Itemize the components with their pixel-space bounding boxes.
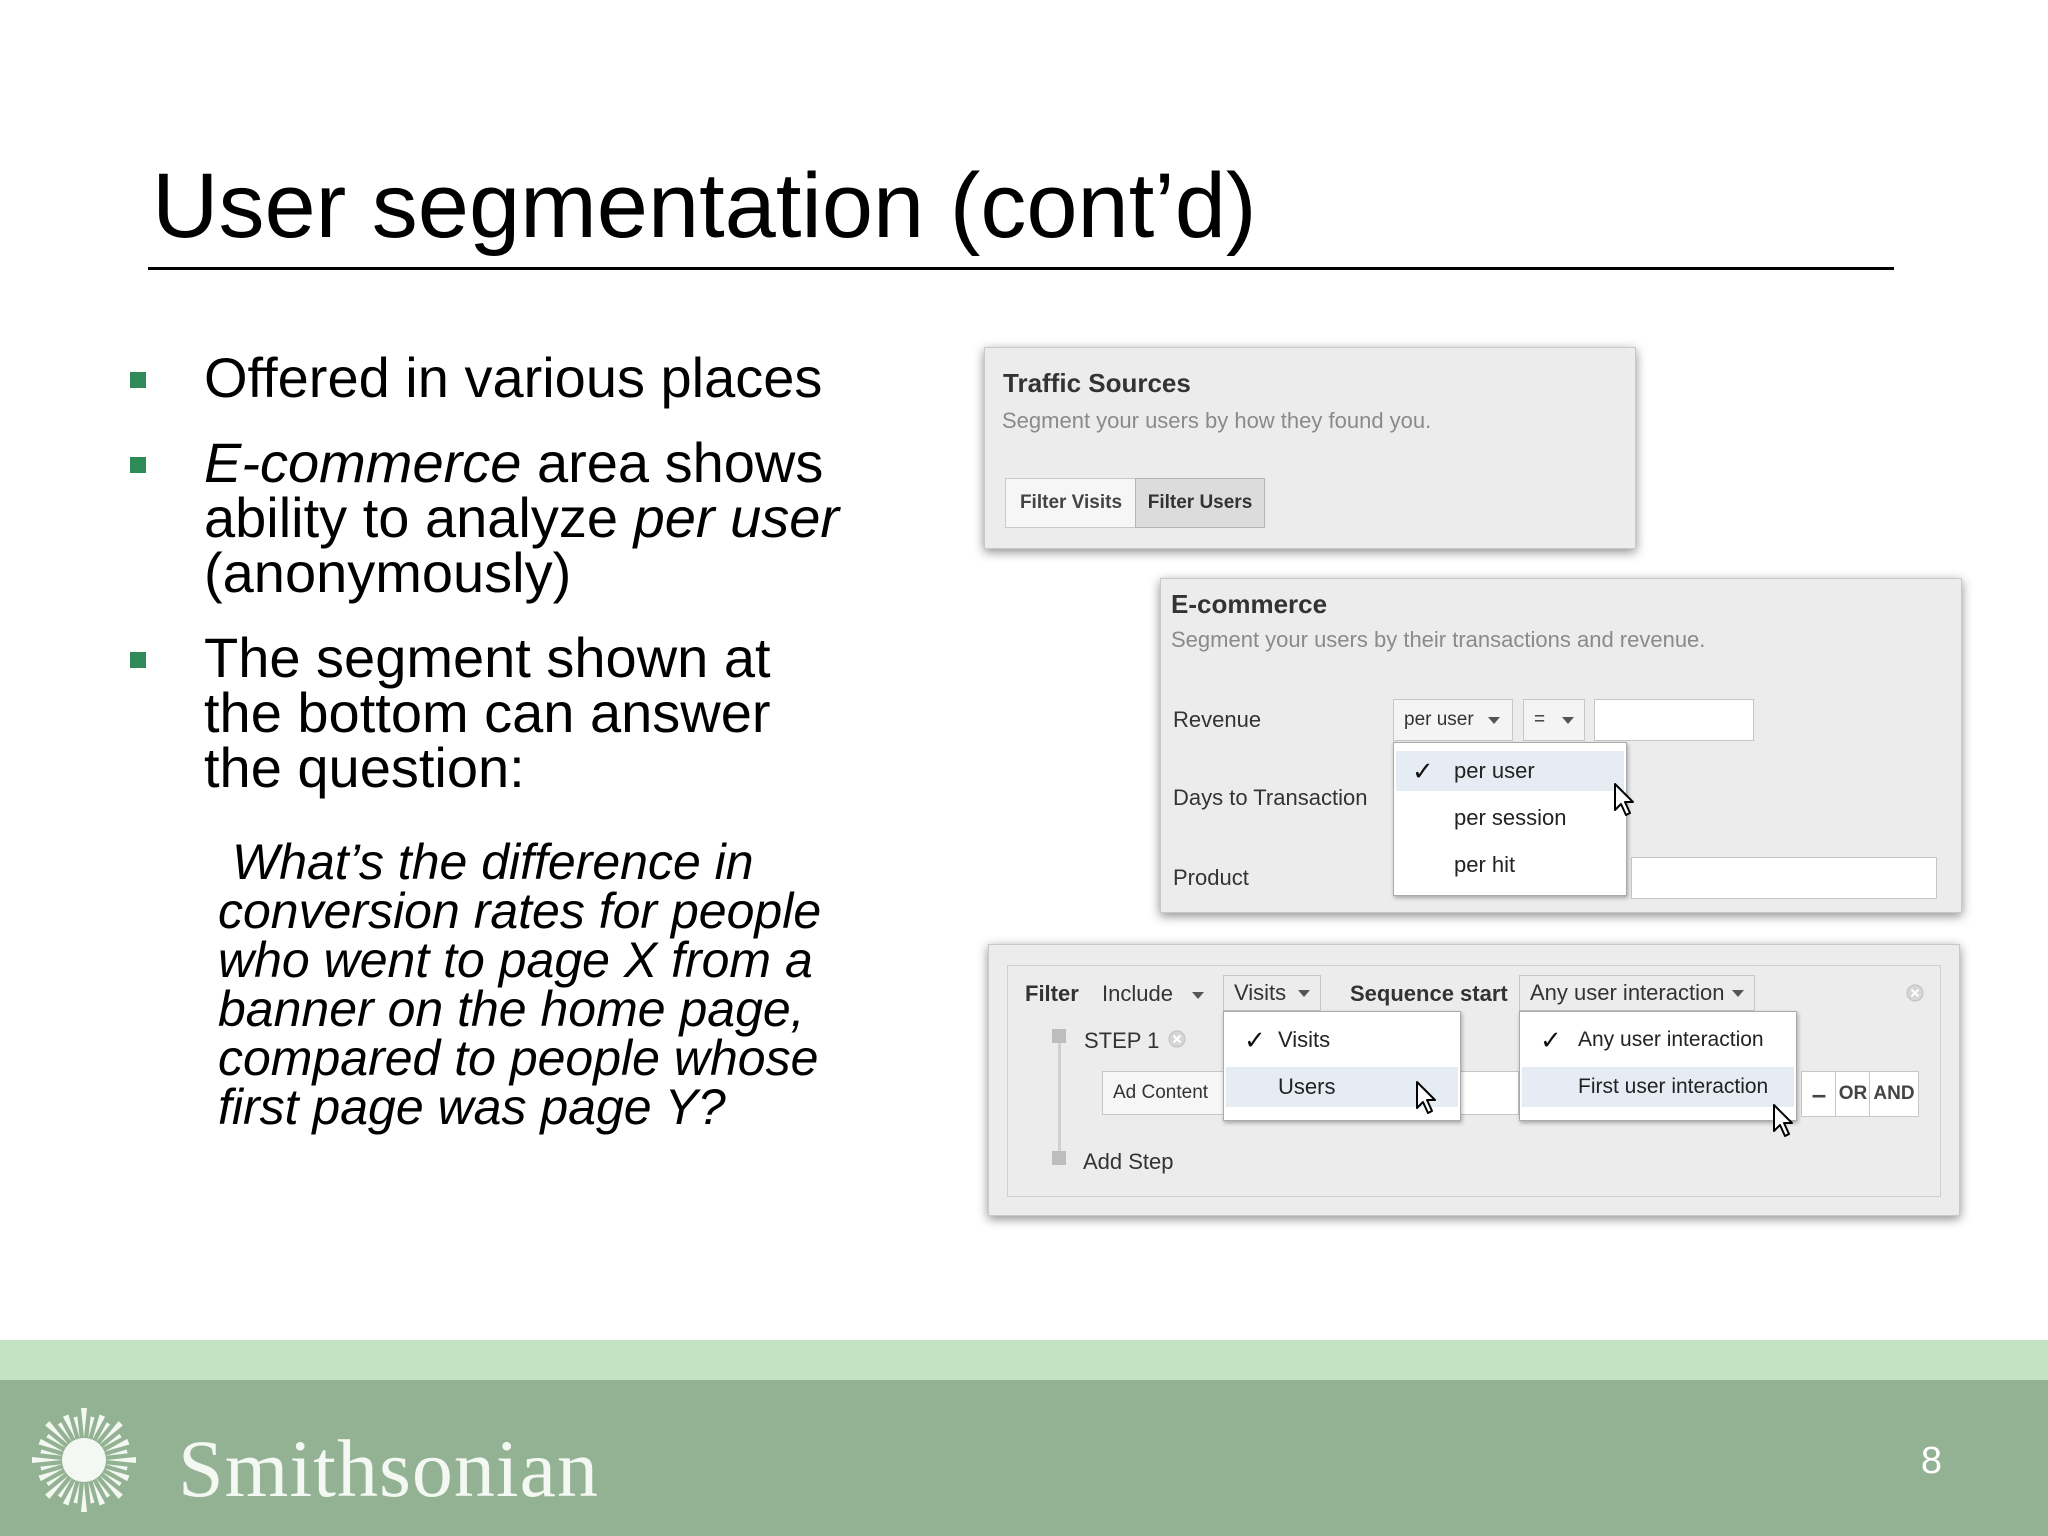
- bullet-text: ability to analyze per user: [204, 486, 840, 549]
- mouse-cursor-icon: [1613, 782, 1637, 818]
- mouse-cursor-icon: [1772, 1103, 1796, 1139]
- product-input[interactable]: [1631, 857, 1937, 899]
- quote-line: banner on the home page,: [218, 981, 805, 1037]
- menu-item-per-user[interactable]: [1396, 751, 1624, 791]
- panel-title: Traffic Sources: [1003, 368, 1191, 398]
- bullet-marker: [130, 457, 146, 473]
- menu-item-label: Any user interaction: [1578, 1028, 1764, 1051]
- page-number: 8: [1920, 1440, 1942, 1482]
- menu-item-first-user-interaction[interactable]: [1522, 1067, 1794, 1107]
- traffic-sources-panel: [984, 347, 1636, 549]
- operator-select[interactable]: [1523, 699, 1585, 741]
- bullet-item: [130, 626, 890, 799]
- sequence-start-select[interactable]: [1519, 975, 1755, 1011]
- or-button[interactable]: OR: [1835, 1071, 1871, 1117]
- revenue-scope-select[interactable]: [1393, 699, 1513, 741]
- menu-item-per-session[interactable]: [1396, 798, 1624, 838]
- bullet-marker: [130, 372, 146, 388]
- chevron-down-icon: [1298, 990, 1310, 997]
- bullet-text: E-commerce area shows: [204, 431, 824, 494]
- step-connector: [1058, 1029, 1061, 1155]
- sequence-start-dropdown-menu: [1519, 1011, 1797, 1121]
- bullet-text: the question:: [204, 736, 525, 799]
- sequence-filter-panel: [988, 944, 1960, 1216]
- remove-step-icon[interactable]: [1167, 1029, 1187, 1049]
- quote-line: who went to page X from a: [218, 932, 813, 988]
- panel-description: Segment your users by how they found you.: [1002, 408, 1432, 433]
- title-underline: [148, 267, 1894, 270]
- and-button[interactable]: AND: [1869, 1071, 1919, 1117]
- remove-filter-icon[interactable]: [1905, 983, 1925, 1003]
- revenue-label: Revenue: [1173, 707, 1262, 732]
- quote-line: first page was page Y?: [218, 1079, 726, 1135]
- product-label: Product: [1173, 865, 1249, 890]
- smithsonian-wordmark: Smithsonian: [178, 1423, 600, 1514]
- checkmark-icon: ✓: [1412, 755, 1434, 786]
- scope-dropdown-menu: [1393, 742, 1627, 896]
- panel-description: Segment your users by their transactions and revenue.: [1171, 627, 1706, 652]
- menu-item-visits[interactable]: [1226, 1020, 1458, 1060]
- select-value: per user: [1404, 709, 1474, 730]
- remove-condition-button[interactable]: –: [1801, 1071, 1837, 1117]
- bullet-text: the bottom can answer: [204, 681, 771, 744]
- select-value: Any user interaction: [1530, 980, 1725, 1005]
- checkmark-icon: ✓: [1244, 1024, 1266, 1055]
- mouse-cursor-icon: [1415, 1080, 1439, 1116]
- menu-item-any-user-interaction[interactable]: [1522, 1020, 1794, 1060]
- condition-input[interactable]: [1459, 1071, 1519, 1115]
- menu-item-per-hit[interactable]: [1396, 845, 1624, 885]
- panel-title: E-commerce: [1171, 589, 1328, 619]
- select-value: =: [1534, 709, 1546, 730]
- chevron-down-icon: [1192, 992, 1204, 999]
- step-label: STEP 1: [1084, 1028, 1160, 1053]
- add-step-link[interactable]: Add Step: [1083, 1149, 1174, 1174]
- chevron-down-icon: [1732, 990, 1744, 997]
- bullet-item: [130, 346, 890, 409]
- slide-title: User segmentation (cont’d): [152, 155, 1257, 257]
- filter-visits-button[interactable]: Filter Visits: [1005, 478, 1137, 528]
- checkmark-icon: ✓: [1540, 1024, 1562, 1055]
- menu-item-label: Users: [1278, 1074, 1336, 1099]
- bullet-text: The segment shown at: [204, 626, 771, 689]
- dimension-select[interactable]: [1102, 1071, 1224, 1115]
- select-value: Visits: [1234, 980, 1287, 1005]
- menu-item-label: per session: [1454, 805, 1567, 830]
- revenue-value-input[interactable]: [1594, 699, 1754, 741]
- chevron-down-icon: [1562, 717, 1574, 724]
- filter-users-button[interactable]: Filter Users: [1135, 478, 1265, 528]
- visits-select[interactable]: [1223, 975, 1321, 1011]
- step-marker: [1052, 1029, 1066, 1043]
- select-value: Include: [1102, 981, 1173, 1006]
- ecommerce-panel: [1160, 578, 1962, 913]
- quote-line: What’s the difference in: [232, 834, 754, 890]
- menu-item-label: per user: [1454, 758, 1535, 783]
- filter-label: Filter: [1025, 981, 1079, 1006]
- quote-line: compared to people whose: [218, 1030, 819, 1086]
- bullet-list: [130, 346, 890, 825]
- chevron-down-icon: [1488, 717, 1500, 724]
- menu-item-label: per hit: [1454, 852, 1516, 877]
- bullet-text: Offered in various places: [204, 346, 823, 409]
- sun-logo-icon: [28, 1404, 140, 1516]
- question-quote: [218, 834, 898, 1135]
- select-value: Ad Content: [1113, 1082, 1209, 1103]
- sequence-start-label: Sequence start: [1350, 981, 1508, 1006]
- include-select[interactable]: [1102, 981, 1173, 1007]
- bullet-text: (anonymously): [204, 541, 572, 604]
- add-step-marker: [1052, 1151, 1066, 1165]
- days-to-transaction-label: Days to Transaction: [1173, 785, 1368, 810]
- quote-line: conversion rates for people: [218, 883, 822, 939]
- menu-item-label: Visits: [1278, 1027, 1331, 1052]
- footer-accent-strip: [0, 1340, 2048, 1380]
- bullet-marker: [130, 652, 146, 668]
- menu-item-label: First user interaction: [1578, 1075, 1769, 1098]
- bullet-item: [130, 431, 890, 604]
